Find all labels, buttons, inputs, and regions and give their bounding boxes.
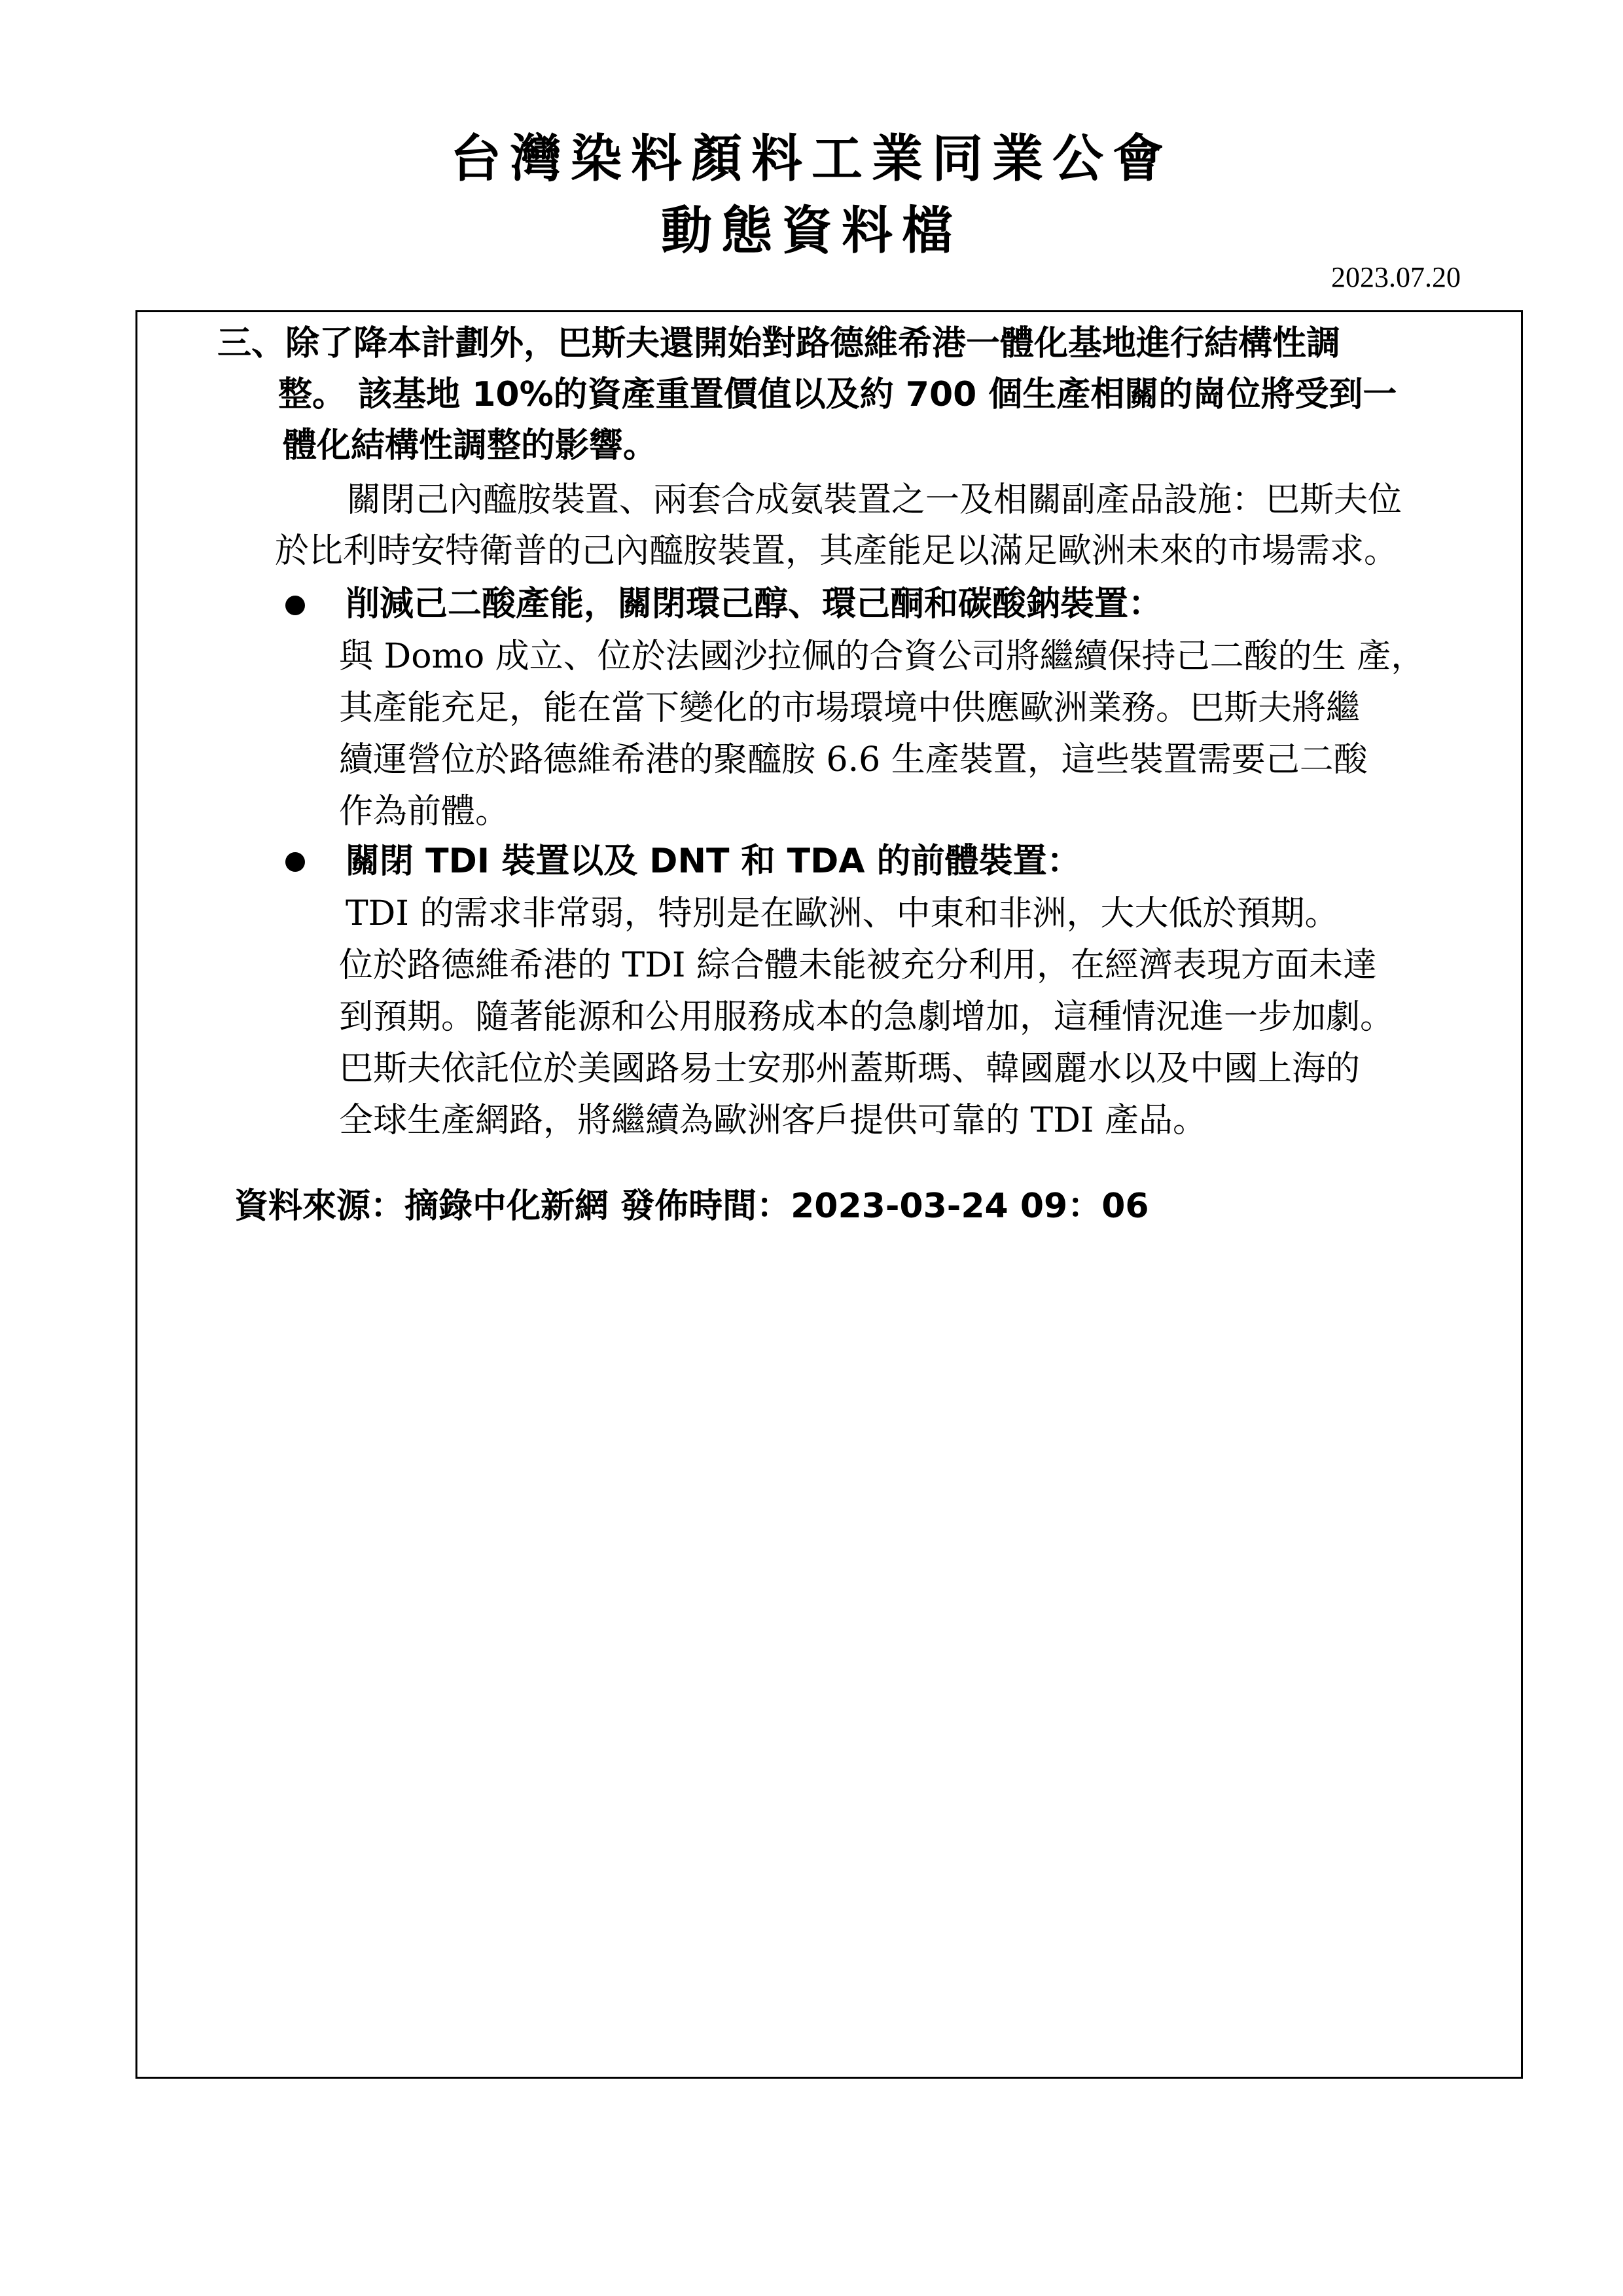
bullet-heading: 關閉 TDI 裝置以及 DNT 和 TDA 的前體裝置：: [346, 842, 1081, 881]
bullet-icon: [285, 852, 305, 872]
bullet-line: 續運營位於路德維希港的聚醯胺 6.6 生產裝置，這些裝置需要己二酸: [339, 740, 1368, 780]
bullet-line: 與 Domo 成立、位於法國沙拉佩的合資公司將繼續保持己二酸的生 產，: [339, 637, 1425, 676]
bullet-line: 位於路德維希港的 TDI 綜合體未能被充分利用，在經濟表現方面未達: [339, 946, 1377, 985]
bullet-line: 全球生產網路，將繼續為歐洲客戶提供可靠的 TDI 產品。: [339, 1101, 1207, 1140]
bullet-icon: [285, 596, 305, 615]
bullet-line: 其產能充足，能在當下變化的市場環境中供應歐洲業務。巴斯夫將繼: [339, 689, 1361, 728]
bullet-line: 到預期。隨著能源和公用服務成本的急劇增加，這種情況進一步加劇。: [339, 997, 1395, 1037]
document-subtitle: 動態資料檔: [660, 202, 962, 260]
bullet-line: 巴斯夫依託位於美國路易士安那州蓋斯瑪、韓國麗水以及中國上海的: [339, 1049, 1361, 1088]
bullet-line: TDI 的需求非常弱，特別是在歐洲、中東和非洲，大大低於預期。: [346, 894, 1339, 933]
section-heading-line: 三、除了降本計劃外，巴斯夫還開始對路德維希港一體化基地進行結構性調: [217, 324, 1341, 363]
document-title: 台灣染料顏料工業同業公會: [450, 130, 1173, 188]
bullet-heading: 削減己二酸產能，關閉環己醇、環己酮和碳酸鈉裝置：: [346, 584, 1163, 624]
intro-line: 關閉己內醯胺裝置、兩套合成氨裝置之一及相關副產品設施：巴斯夫位: [347, 480, 1402, 520]
intro-line: 於比利時安特衛普的己內醯胺裝置，其產能足以滿足歐洲未來的市場需求。: [275, 531, 1399, 571]
section-heading-line: 體化結構性調整的影響。: [283, 426, 658, 465]
document-date: 2023.07.20: [1331, 261, 1461, 293]
bullet-line: 作為前體。: [339, 792, 510, 831]
source-note: 資料來源：摘錄中化新網 發佈時間：2023-03-24 09：06: [234, 1187, 1149, 1226]
section-heading-line: 整。 該基地 10%的資產重置價值以及約 700 個生產相關的崗位將受到一: [278, 375, 1397, 414]
